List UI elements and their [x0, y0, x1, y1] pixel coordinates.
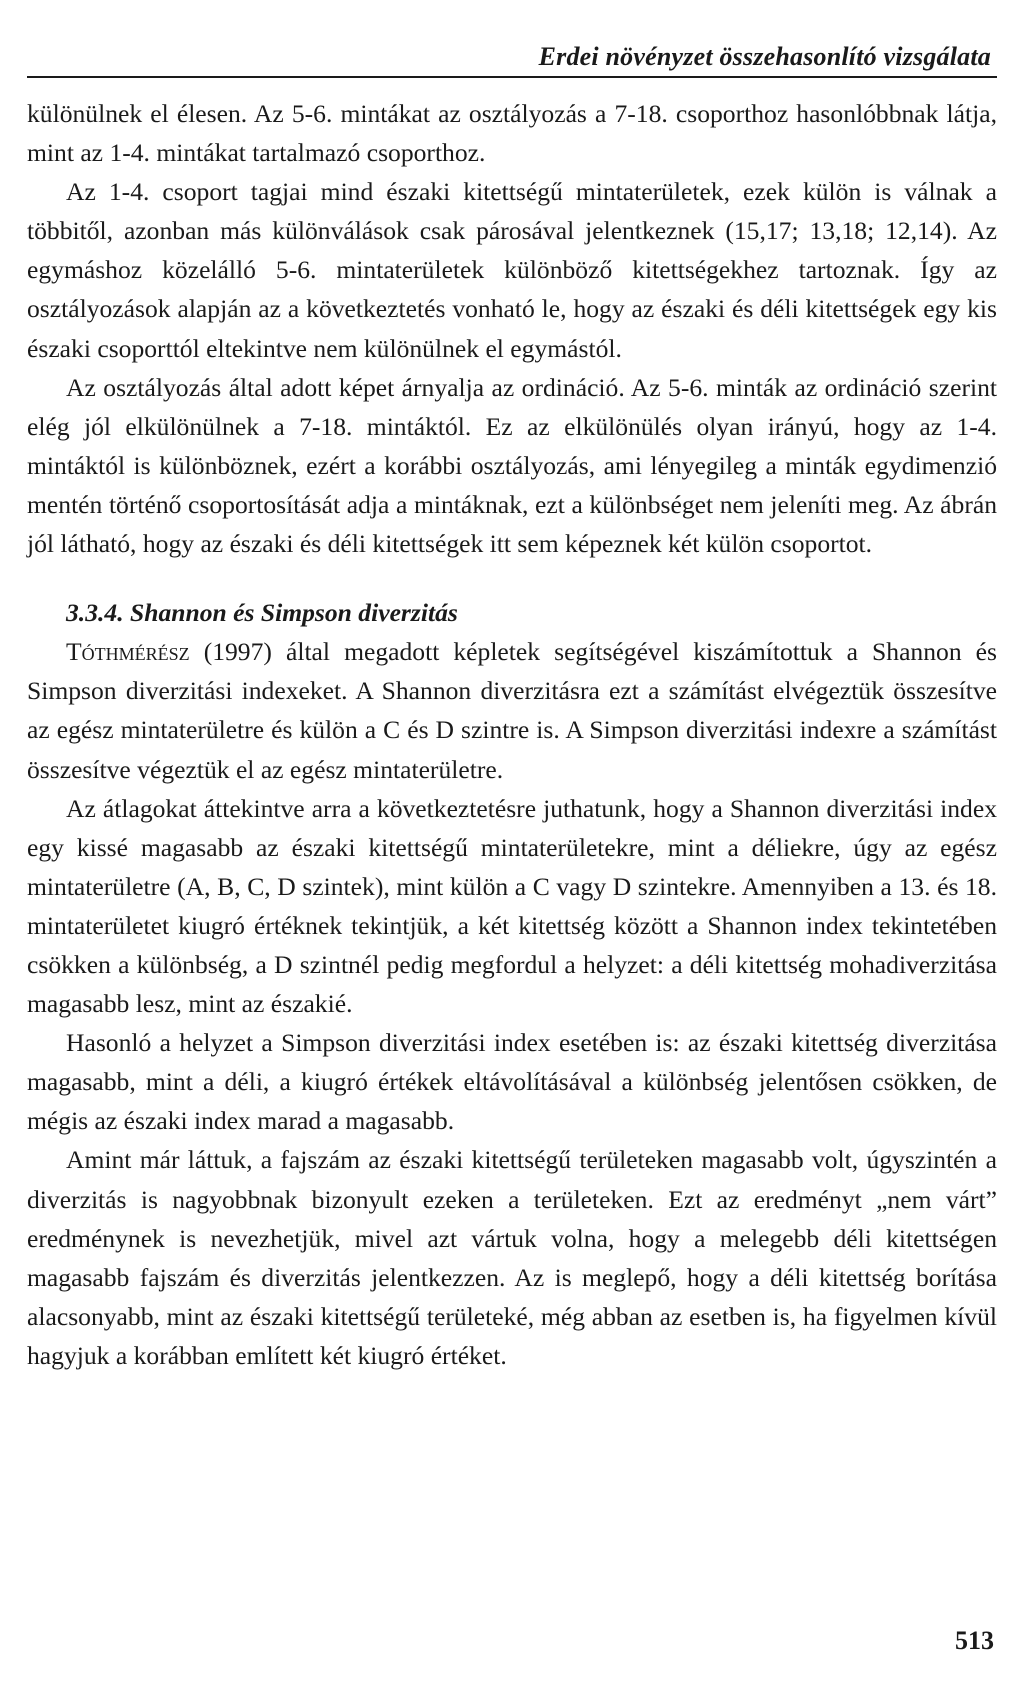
paragraph: Az osztályozás által adott képet árnyalja az ordináció. Az 5-6. minták az ordináció szerint elég jól elkülönülnek a 7-18. mintáktól. Ez az elkülönülés olyan irányú, hogy az 1-4. mintáktól is különböznek, ezért a korábbi osztályozás, ami lényegileg a minták egydimenzió mentén történő csoportosítását adja a mintáknak, ezt a különbséget nem jeleníti meg. Az ábrán jól látható, hogy az északi és déli kitettségek itt sem képeznek két külön csoportot. — [27, 372, 997, 559]
paragraph: Hasonló a helyzet a Simpson diverzitási index esetében is: az északi kitettség diverzitása magasabb, mint a déli, a kiugró értékek eltávolításával a különbség jelentősen csökken, de mégis az északi index marad a magasabb. — [27, 1028, 997, 1136]
paragraph — [27, 632, 997, 788]
paragraph: Az átlagokat áttekintve arra a következtetésre juthatunk, hogy a Shannon diverzitási index egy kissé magasabb az északi kitettségű mintaterületekre, mint a déliekre, úgy az egész mintaterületre (A, B, C, D szintek), mint külön a C vagy D szintekre. Amennyiben a 13. és 18. mintaterületet kiugró értéknek tekintjük, a két kitettség között a Shannon index tekintetében csökken a különbség, a D szintnél pedig megfordul a helyzet: a déli kitettség mohadiverzitása magasabb lesz, mint az északié. — [27, 793, 997, 1019]
header-rule — [27, 76, 997, 78]
paragraph-text: (1997) által megadott képletek segítségével kiszámítottuk a Shannon és Simpson diverzitási indexeket. A Shannon diverzitásra ezt a számítást elvégeztük összesítve az egész mintaterületre és külön a C és D szintre is. A Simpson diverzitási indexre a számítást összesítve végeztük el az egész mintaterületre. — [27, 637, 997, 784]
cited-author: Tóthmérész — [66, 637, 190, 667]
paragraph: különülnek el élesen. Az 5-6. mintákat az osztályozás a 7-18. csoporthoz hasonlóbbnak látja, mint az 1-4. mintákat tartalmazó csoporthoz. — [27, 99, 997, 168]
paragraph: Amint már láttuk, a fajszám az északi kitettségű területeken magasabb volt, úgyszintén a diverzitás is nagyobbnak bizonyult ezeken a területeken. Ezt az eredményt „nem várt” eredménynek is nevezhetjük, mivel azt vártuk volna, hogy a melegebb déli kitettségen magasabb fajszám és diverzitás jelentkezzen. Az is meglepő, hogy a déli kitettség borítása alacsonyabb, mint az északi kitettségű területeké, még abban az esetben is, ha figyelmen kívül hagyjuk a korábban említett két kiugró értéket. — [27, 1145, 997, 1370]
body-text — [27, 94, 997, 1375]
paragraph: Az 1-4. csoport tagjai mind északi kitettségű mintaterületek, ezek külön is válnak a többitől, azonban más különválások csak párosával jelentkeznek (15,17; 13,18; 12,14). Az egymáshoz közelálló 5-6. mintaterületek különböző kitettségekhez tartoznak. Így az osztályozások alapján az a következtetés vonható le, hogy az északi és déli kitettségek egy kis északi csoporttól eltekintve nem különülnek el egymástól. — [27, 177, 997, 363]
running-header-title: Erdei növényzet összehasonlító vizsgálata — [538, 42, 991, 71]
section-heading: 3.3.4. Shannon és Simpson diverzitás — [66, 598, 458, 628]
page-number: 513 — [955, 1626, 994, 1655]
